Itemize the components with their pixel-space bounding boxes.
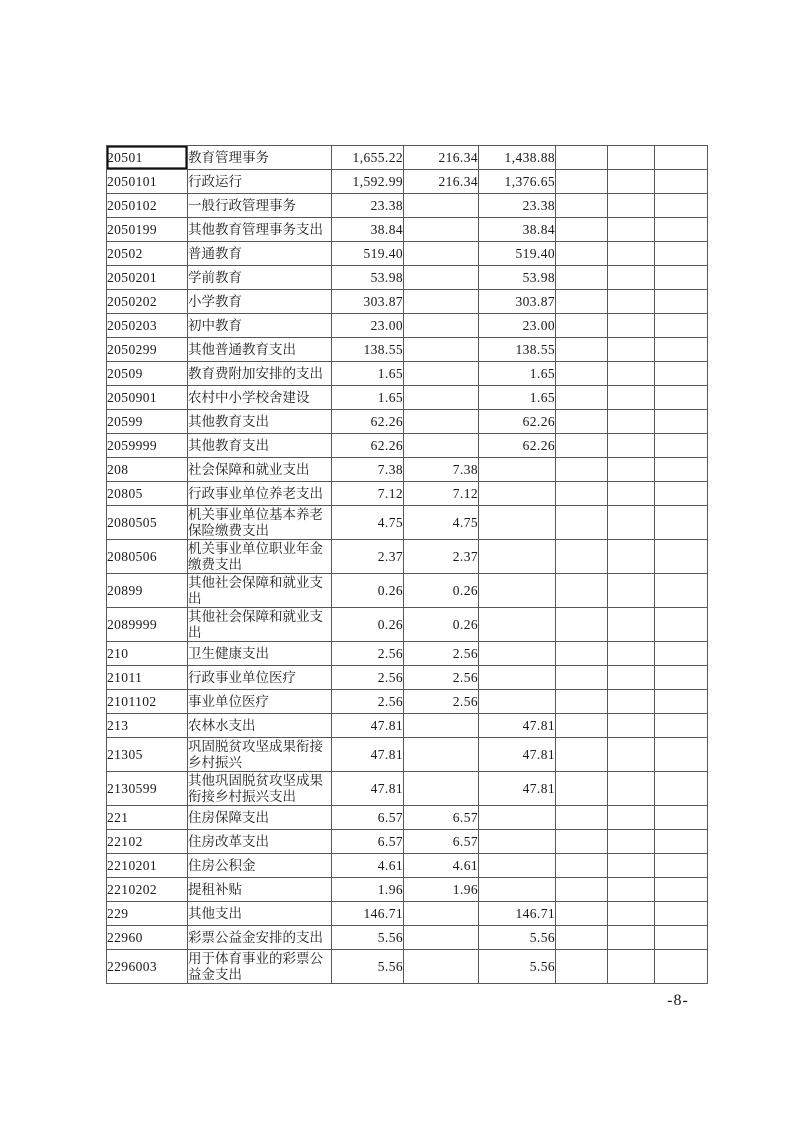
table-row: [107, 458, 708, 482]
amount-col2-cell: [404, 902, 479, 926]
table-row: [107, 314, 708, 338]
table-row: [107, 854, 708, 878]
amount-col3-cell: 1.65: [479, 386, 556, 410]
empty-cell: [655, 170, 708, 194]
empty-cell: [556, 902, 608, 926]
amount-col3-cell: [479, 806, 556, 830]
name-cell: 机关事业单位基本养老保险缴费支出: [188, 506, 332, 540]
empty-cell: [556, 854, 608, 878]
empty-cell: [556, 666, 608, 690]
table-row: [107, 386, 708, 410]
name-cell: 其他教育支出: [188, 410, 332, 434]
code-cell: 21011: [107, 666, 188, 690]
name-cell: 教育管理事务: [188, 146, 332, 170]
code-cell: 2080506: [107, 540, 188, 574]
empty-cell: [556, 540, 608, 574]
amount-col2-cell: [404, 434, 479, 458]
code-cell: 2059999: [107, 434, 188, 458]
empty-cell: [655, 642, 708, 666]
empty-cell: [556, 194, 608, 218]
empty-cell: [556, 738, 608, 772]
name-cell: 其他支出: [188, 902, 332, 926]
table-row: [107, 338, 708, 362]
amount-col3-cell: 47.81: [479, 738, 556, 772]
amount-col2-cell: [404, 266, 479, 290]
amount-col3-cell: [479, 854, 556, 878]
empty-cell: [608, 290, 655, 314]
table-row: [107, 690, 708, 714]
code-cell: 22102: [107, 830, 188, 854]
amount-col2-cell: 216.34: [404, 170, 479, 194]
empty-cell: [655, 666, 708, 690]
amount-col3-cell: [479, 540, 556, 574]
code-cell: 221: [107, 806, 188, 830]
empty-cell: [608, 854, 655, 878]
amount-col1-cell: 23.00: [332, 314, 404, 338]
empty-cell: [608, 830, 655, 854]
amount-col2-cell: [404, 714, 479, 738]
amount-col1-cell: 62.26: [332, 434, 404, 458]
table-row: [107, 170, 708, 194]
amount-col2-cell: [404, 950, 479, 984]
empty-cell: [655, 772, 708, 806]
amount-col3-cell: [479, 458, 556, 482]
name-cell: 教育费附加安排的支出: [188, 362, 332, 386]
amount-col2-cell: 0.26: [404, 608, 479, 642]
amount-col3-cell: 38.84: [479, 218, 556, 242]
empty-cell: [556, 218, 608, 242]
empty-cell: [556, 338, 608, 362]
empty-cell: [608, 362, 655, 386]
empty-cell: [655, 266, 708, 290]
amount-col1-cell: 146.71: [332, 902, 404, 926]
name-cell: 其他普通教育支出: [188, 338, 332, 362]
code-cell: 2050199: [107, 218, 188, 242]
table-row: [107, 242, 708, 266]
code-cell: 2080505: [107, 506, 188, 540]
amount-col2-cell: [404, 386, 479, 410]
amount-col2-cell: [404, 926, 479, 950]
name-cell: 学前教育: [188, 266, 332, 290]
code-cell: 2050299: [107, 338, 188, 362]
empty-cell: [655, 506, 708, 540]
amount-col3-cell: [479, 878, 556, 902]
empty-cell: [608, 434, 655, 458]
amount-col2-cell: [404, 338, 479, 362]
amount-col2-cell: [404, 772, 479, 806]
code-cell: 2130599: [107, 772, 188, 806]
amount-col2-cell: 7.38: [404, 458, 479, 482]
empty-cell: [655, 608, 708, 642]
table-row: [107, 574, 708, 608]
amount-col2-cell: 4.61: [404, 854, 479, 878]
amount-col1-cell: 2.37: [332, 540, 404, 574]
amount-col2-cell: [404, 290, 479, 314]
empty-cell: [655, 690, 708, 714]
name-cell: 农林水支出: [188, 714, 332, 738]
empty-cell: [655, 950, 708, 984]
table-row: [107, 902, 708, 926]
name-cell: 住房保障支出: [188, 806, 332, 830]
amount-col2-cell: [404, 194, 479, 218]
name-cell: 普通教育: [188, 242, 332, 266]
code-cell: 2050201: [107, 266, 188, 290]
empty-cell: [608, 458, 655, 482]
empty-cell: [608, 950, 655, 984]
empty-cell: [556, 290, 608, 314]
amount-col1-cell: 47.81: [332, 738, 404, 772]
amount-col1-cell: 4.75: [332, 506, 404, 540]
table-row: [107, 482, 708, 506]
empty-cell: [556, 806, 608, 830]
name-cell: 用于体育事业的彩票公益金支出: [188, 950, 332, 984]
code-cell: 20501: [107, 146, 188, 170]
empty-cell: [655, 194, 708, 218]
code-cell: 213: [107, 714, 188, 738]
empty-cell: [655, 314, 708, 338]
amount-col3-cell: 519.40: [479, 242, 556, 266]
empty-cell: [655, 146, 708, 170]
code-cell: 21305: [107, 738, 188, 772]
name-cell: 卫生健康支出: [188, 642, 332, 666]
amount-col1-cell: 47.81: [332, 714, 404, 738]
amount-col2-cell: 7.12: [404, 482, 479, 506]
empty-cell: [556, 146, 608, 170]
amount-col3-cell: [479, 574, 556, 608]
empty-cell: [608, 194, 655, 218]
table-row: [107, 194, 708, 218]
empty-cell: [608, 574, 655, 608]
code-cell: 2089999: [107, 608, 188, 642]
amount-col1-cell: 38.84: [332, 218, 404, 242]
amount-col1-cell: 303.87: [332, 290, 404, 314]
table-row: [107, 506, 708, 540]
empty-cell: [655, 290, 708, 314]
empty-cell: [655, 434, 708, 458]
code-cell: 2101102: [107, 690, 188, 714]
budget-table: [106, 145, 708, 984]
empty-cell: [655, 218, 708, 242]
empty-cell: [655, 458, 708, 482]
table-row: [107, 146, 708, 170]
name-cell: 初中教育: [188, 314, 332, 338]
table-row: [107, 266, 708, 290]
empty-cell: [655, 482, 708, 506]
code-cell: 20599: [107, 410, 188, 434]
amount-col3-cell: 5.56: [479, 926, 556, 950]
empty-cell: [655, 926, 708, 950]
table-row: [107, 642, 708, 666]
amount-col2-cell: [404, 410, 479, 434]
empty-cell: [608, 772, 655, 806]
amount-col3-cell: 62.26: [479, 434, 556, 458]
table-row: [107, 666, 708, 690]
table-row: [107, 878, 708, 902]
amount-col1-cell: 2.56: [332, 690, 404, 714]
name-cell: 社会保障和就业支出: [188, 458, 332, 482]
amount-col1-cell: 5.56: [332, 950, 404, 984]
page-number: -8-: [667, 992, 689, 1009]
name-cell: 其他教育管理事务支出: [188, 218, 332, 242]
empty-cell: [556, 608, 608, 642]
code-cell: 20805: [107, 482, 188, 506]
table-row: [107, 830, 708, 854]
amount-col1-cell: 6.57: [332, 830, 404, 854]
empty-cell: [556, 506, 608, 540]
amount-col2-cell: 6.57: [404, 830, 479, 854]
empty-cell: [608, 878, 655, 902]
empty-cell: [608, 410, 655, 434]
amount-col2-cell: [404, 242, 479, 266]
name-cell: 机关事业单位职业年金缴费支出: [188, 540, 332, 574]
amount-col1-cell: 7.12: [332, 482, 404, 506]
empty-cell: [608, 482, 655, 506]
empty-cell: [655, 386, 708, 410]
name-cell: 一般行政管理事务: [188, 194, 332, 218]
amount-col1-cell: 1.65: [332, 386, 404, 410]
empty-cell: [556, 772, 608, 806]
empty-cell: [655, 338, 708, 362]
code-cell: 2050203: [107, 314, 188, 338]
budget-table-body: [107, 146, 708, 984]
code-cell: 2050901: [107, 386, 188, 410]
empty-cell: [608, 608, 655, 642]
code-cell: 20899: [107, 574, 188, 608]
table-row: [107, 540, 708, 574]
empty-cell: [655, 362, 708, 386]
amount-col3-cell: 23.00: [479, 314, 556, 338]
empty-cell: [556, 266, 608, 290]
table-row: [107, 806, 708, 830]
empty-cell: [655, 854, 708, 878]
amount-col1-cell: 5.56: [332, 926, 404, 950]
empty-cell: [608, 146, 655, 170]
empty-cell: [608, 642, 655, 666]
empty-cell: [655, 738, 708, 772]
amount-col1-cell: 4.61: [332, 854, 404, 878]
code-cell: 2050102: [107, 194, 188, 218]
amount-col3-cell: [479, 690, 556, 714]
code-cell: 208: [107, 458, 188, 482]
empty-cell: [608, 540, 655, 574]
amount-col1-cell: 6.57: [332, 806, 404, 830]
empty-cell: [608, 666, 655, 690]
empty-cell: [655, 714, 708, 738]
table-row: [107, 434, 708, 458]
table-row: [107, 410, 708, 434]
code-cell: 20502: [107, 242, 188, 266]
empty-cell: [556, 410, 608, 434]
empty-cell: [655, 242, 708, 266]
empty-cell: [556, 830, 608, 854]
empty-cell: [608, 690, 655, 714]
name-cell: 其他社会保障和就业支出: [188, 574, 332, 608]
table-row: [107, 714, 708, 738]
empty-cell: [608, 506, 655, 540]
name-cell: 住房改革支出: [188, 830, 332, 854]
empty-cell: [608, 806, 655, 830]
amount-col1-cell: 2.56: [332, 666, 404, 690]
code-cell: 2050101: [107, 170, 188, 194]
empty-cell: [655, 540, 708, 574]
table-row: [107, 290, 708, 314]
name-cell: 农村中小学校舍建设: [188, 386, 332, 410]
empty-cell: [655, 410, 708, 434]
amount-col3-cell: [479, 506, 556, 540]
table-row: [107, 738, 708, 772]
empty-cell: [655, 830, 708, 854]
empty-cell: [655, 574, 708, 608]
code-cell: 2210202: [107, 878, 188, 902]
amount-col2-cell: 6.57: [404, 806, 479, 830]
amount-col2-cell: 2.56: [404, 666, 479, 690]
table-row: [107, 608, 708, 642]
amount-col3-cell: [479, 642, 556, 666]
amount-col3-cell: 5.56: [479, 950, 556, 984]
empty-cell: [556, 170, 608, 194]
empty-cell: [608, 170, 655, 194]
empty-cell: [556, 574, 608, 608]
amount-col2-cell: 4.75: [404, 506, 479, 540]
amount-col1-cell: 62.26: [332, 410, 404, 434]
empty-cell: [556, 642, 608, 666]
amount-col2-cell: 216.34: [404, 146, 479, 170]
empty-cell: [608, 242, 655, 266]
amount-col1-cell: 47.81: [332, 772, 404, 806]
empty-cell: [655, 806, 708, 830]
amount-col3-cell: 303.87: [479, 290, 556, 314]
empty-cell: [608, 386, 655, 410]
empty-cell: [556, 926, 608, 950]
name-cell: 提租补贴: [188, 878, 332, 902]
amount-col1-cell: 53.98: [332, 266, 404, 290]
name-cell: 行政事业单位养老支出: [188, 482, 332, 506]
name-cell: 住房公积金: [188, 854, 332, 878]
amount-col2-cell: [404, 218, 479, 242]
amount-col3-cell: 138.55: [479, 338, 556, 362]
amount-col3-cell: [479, 666, 556, 690]
table-row: [107, 926, 708, 950]
amount-col3-cell: 146.71: [479, 902, 556, 926]
amount-col1-cell: 138.55: [332, 338, 404, 362]
amount-col3-cell: 1,376.65: [479, 170, 556, 194]
amount-col2-cell: 0.26: [404, 574, 479, 608]
amount-col1-cell: 23.38: [332, 194, 404, 218]
amount-col2-cell: [404, 362, 479, 386]
empty-cell: [608, 338, 655, 362]
amount-col3-cell: 23.38: [479, 194, 556, 218]
code-cell: 20509: [107, 362, 188, 386]
amount-col3-cell: [479, 608, 556, 642]
name-cell: 行政运行: [188, 170, 332, 194]
amount-col1-cell: 519.40: [332, 242, 404, 266]
amount-col2-cell: 2.56: [404, 690, 479, 714]
amount-col1-cell: 7.38: [332, 458, 404, 482]
table-row: [107, 950, 708, 984]
table-row: [107, 218, 708, 242]
name-cell: 其他巩固脱贫攻坚成果衔接乡村振兴支出: [188, 772, 332, 806]
empty-cell: [556, 434, 608, 458]
table-row: [107, 772, 708, 806]
amount-col2-cell: 2.37: [404, 540, 479, 574]
name-cell: 事业单位医疗: [188, 690, 332, 714]
empty-cell: [556, 690, 608, 714]
code-cell: 2050202: [107, 290, 188, 314]
amount-col1-cell: 1,592.99: [332, 170, 404, 194]
code-cell: 22960: [107, 926, 188, 950]
empty-cell: [608, 266, 655, 290]
amount-col1-cell: 2.56: [332, 642, 404, 666]
name-cell: 巩固脱贫攻坚成果衔接乡村振兴: [188, 738, 332, 772]
name-cell: 小学教育: [188, 290, 332, 314]
empty-cell: [556, 878, 608, 902]
name-cell: 其他社会保障和就业支出: [188, 608, 332, 642]
empty-cell: [655, 902, 708, 926]
code-cell: 2296003: [107, 950, 188, 984]
empty-cell: [608, 314, 655, 338]
empty-cell: [608, 714, 655, 738]
empty-cell: [608, 926, 655, 950]
amount-col1-cell: 0.26: [332, 608, 404, 642]
empty-cell: [556, 458, 608, 482]
amount-col1-cell: 1.65: [332, 362, 404, 386]
empty-cell: [556, 950, 608, 984]
amount-col3-cell: 1,438.88: [479, 146, 556, 170]
empty-cell: [556, 362, 608, 386]
code-cell: 229: [107, 902, 188, 926]
amount-col2-cell: 1.96: [404, 878, 479, 902]
empty-cell: [608, 218, 655, 242]
empty-cell: [556, 482, 608, 506]
amount-col1-cell: 1.96: [332, 878, 404, 902]
amount-col3-cell: 62.26: [479, 410, 556, 434]
amount-col3-cell: [479, 482, 556, 506]
name-cell: 彩票公益金安排的支出: [188, 926, 332, 950]
amount-col2-cell: [404, 314, 479, 338]
amount-col1-cell: 1,655.22: [332, 146, 404, 170]
empty-cell: [608, 902, 655, 926]
empty-cell: [556, 314, 608, 338]
name-cell: 行政事业单位医疗: [188, 666, 332, 690]
amount-col3-cell: 47.81: [479, 714, 556, 738]
table-row: [107, 362, 708, 386]
empty-cell: [608, 738, 655, 772]
amount-col2-cell: 2.56: [404, 642, 479, 666]
amount-col1-cell: 0.26: [332, 574, 404, 608]
empty-cell: [556, 714, 608, 738]
name-cell: 其他教育支出: [188, 434, 332, 458]
empty-cell: [556, 386, 608, 410]
amount-col2-cell: [404, 738, 479, 772]
empty-cell: [556, 242, 608, 266]
amount-col3-cell: 53.98: [479, 266, 556, 290]
amount-col3-cell: [479, 830, 556, 854]
amount-col3-cell: 1.65: [479, 362, 556, 386]
amount-col3-cell: 47.81: [479, 772, 556, 806]
code-cell: 2210201: [107, 854, 188, 878]
empty-cell: [655, 878, 708, 902]
code-cell: 210: [107, 642, 188, 666]
